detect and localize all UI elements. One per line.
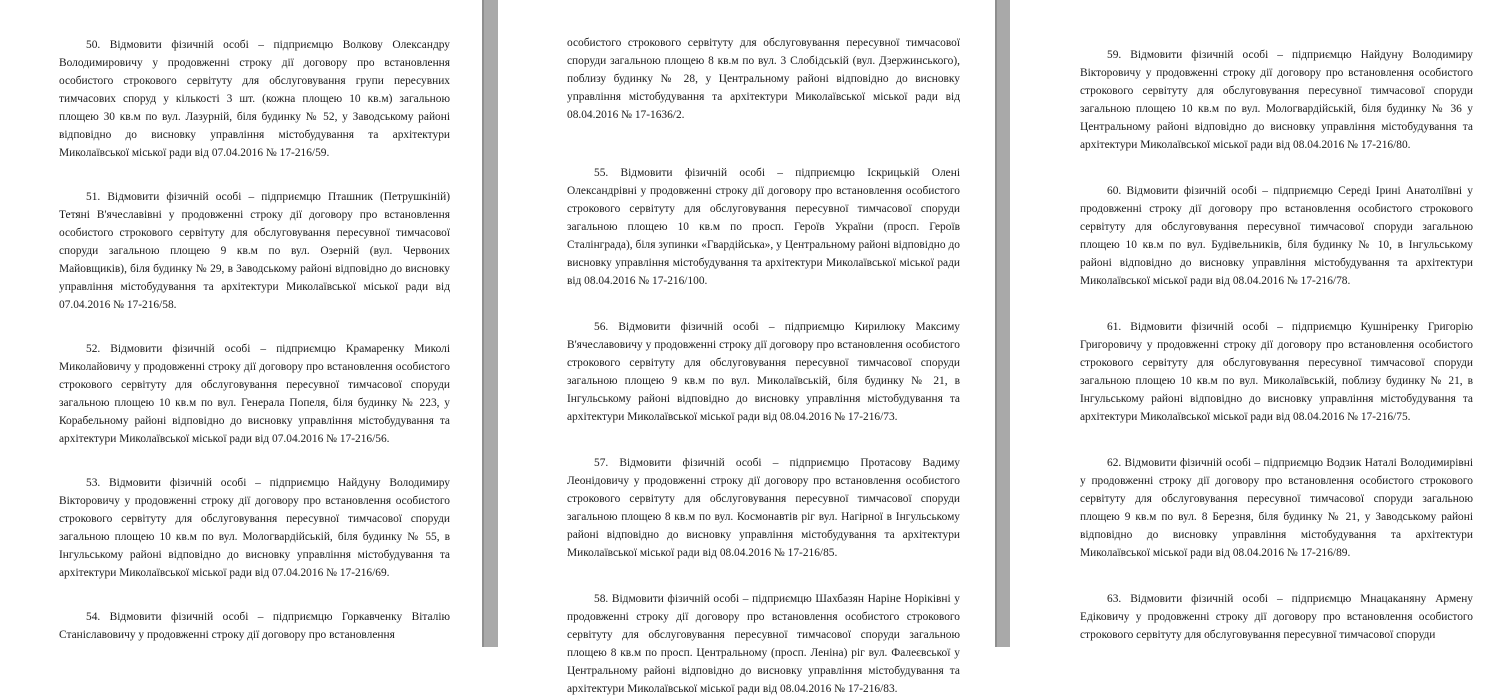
- paragraph-61: 61. Відмовити фізичній особі – підприємцю Кушніренку Григорію Григоровичу у продовженні строку дії договору про встановлення особистого строкового сервітуту для обслуговування пересувної тимчасової споруди загальною площею 10 кв.м по вул. Миколаївській, поблизу будинку № 21, в Інгульському районі відповідно до висновку управління містобудування та архітектури Миколаївської міської ради від 08.04.2016 № 17-216/75.: [1080, 321, 1473, 423]
- document-page-3: [1010, 0, 1500, 647]
- paragraph-56: 56. Відмовити фізичній особі – підприємцю Кирилюку Максиму В'ячеславовичу у продовженні строку дії договору про встановлення особистого строкового сервітуту для обслуговування пересувної тимчасової споруди загальною площею 9 кв.м по вул. Миколаївській, біля будинку № 21, в Інгульському районі відповідно до висновку управління містобудування та архітектури Миколаївської міської ради від 08.04.2016 № 17-216/73.: [567, 321, 960, 423]
- page-gap: [482, 0, 498, 647]
- paragraph-52: 52. Відмовити фізичній особі – підприємцю Крамаренку Миколі Миколайовичу у продовженні строку дії договору про встановлення особистого строкового сервітуту для обслуговування пересувної тимчасової споруди загальною площею 10 кв.м по вул. Генерала Попеля, біля будинку № 223, у Корабельному районі відповідно до висновку управління містобудування та архітектури Миколаївської міської ради від 07.04.2016 № 17-216/56.: [59, 343, 450, 445]
- paragraph-60: 60. Відмовити фізичній особі – підприємцю Середі Ірині Анатоліївні у продовженні строку дії договору про встановлення особистого строкового сервітуту для обслуговування пересувної тимчасової споруди загальною площею 10 кв.м по вул. Будівельників, біля будинку № 10, в Інгульському районі відповідно до висновку управління містобудування та архітектури Миколаївської міської ради від 08.04.2016 № 17-216/78.: [1080, 185, 1473, 287]
- paragraph-58: 58. Відмовити фізичній особі – підприємцю Шахбазян Наріне Норіківні у продовженні строку дії договору про встановлення особистого строкового сервітуту для обслуговування пересувної тимчасової споруди загальною площею 8 кв.м по просп. Центральному (просп. Леніна) ріг вул. Фалеєвської у Центральному районі відповідно до висновку управління містобудування та архітектури Миколаївської міської ради від 08.04.2016 № 17-216/83.: [567, 593, 960, 695]
- paragraph-62: 62. Відмовити фізичній особі – підприємцю Водзик Наталі Володимирівні у продовженні строку дії договору про встановлення особистого строкового сервітуту для обслуговування пересувної тимчасової споруди загальною площею 9 кв.м по вул. 8 Березня, біля будинку № 21, у Заводському районі відповідно до висновку управління містобудування та архітектури Миколаївської міської ради від 08.04.2016 № 17-216/89.: [1080, 457, 1473, 559]
- paragraph-54-continuation: особистого строкового сервітуту для обслуговування пересувної тимчасової споруди загальною площею 8 кв.м по вул. 3 Слобідській (вул. Дзержинського), поблизу будинку № 28, у Центральному районі відповідно до висновку управління містобудування та архітектури Миколаївської міської ради від 08.04.2016 № 17-1636/2.: [567, 37, 960, 121]
- paragraph-59: 59. Відмовити фізичній особі – підприємцю Найдуну Володимиру Вікторовичу у продовженні строку дії договору про встановлення особистого строкового сервітуту для обслуговування пересувної тимчасової споруди загальною площею 10 кв.м по вул. Мологвардійській, біля будинку № 36 у Центральному районі відповідно до висновку управління містобудування та архітектури Миколаївської міської ради від 08.04.2016 № 17-216/80.: [1080, 49, 1473, 151]
- page-gap: [995, 0, 1010, 647]
- paragraph-55: 55. Відмовити фізичній особі – підприємцю Іскрицькій Олені Олександрівні у продовженні строку дії договору про встановлення особистого строкового сервітуту для обслуговування пересувної тимчасової споруди загальною площею 10 кв.м по просп. Героїв України (просп. Героїв Сталінграда), біля зупинки «Гвардійська», у Центральному районі відповідно до висновку управління містобудування та архітектури Миколаївської міської ради від 08.04.2016 № 17-216/100.: [567, 167, 960, 287]
- paragraph-57: 57. Відмовити фізичній особі – підприємцю Протасову Вадиму Леонідовичу у продовженні строку дії договору про встановлення особистого строкового сервітуту для обслуговування пересувної тимчасової споруди загальною площею 8 кв.м по вул. Космонавтів ріг вул. Нагірної в Інгульському районі відповідно до висновку управління містобудування та архітектури Миколаївської міської ради від 08.04.2016 № 17-216/85.: [567, 457, 960, 559]
- paragraph-50: 50. Відмовити фізичній особі – підприємцю Волкову Олександру Володимировичу у продовженні строку дії договору про встановлення особистого строкового сервітуту для обслуговування групи пересувних тимчасових споруд у кількості 3 шт. (кожна площею 10 кв.м) загальною площею 30 кв.м по вул. Лазурній, біля будинку № 52, у Заводському районі відповідно до висновку управління містобудування та архітектури Миколаївської міської ради від 07.04.2016 № 17-216/59.: [59, 39, 450, 159]
- paragraph-54: 54. Відмовити фізичній особі – підприємцю Горкавченку Віталію Станіславовичу у продовженні строку дії договору про встановлення: [59, 611, 450, 641]
- document-page-1: [0, 0, 482, 647]
- paragraph-63: 63. Відмовити фізичній особі – підприємцю Мнацаканяну Армену Едіковичу у продовженні строку дії договору про встановлення особистого строкового сервітуту для обслуговування пересувної тимчасової споруди: [1080, 593, 1473, 641]
- document-page-2: [498, 0, 995, 695]
- paragraph-53: 53. Відмовити фізичній особі – підприємцю Найдуну Володимиру Вікторовичу у продовженні строку дії договору про встановлення особистого строкового сервітуту для обслуговування пересувної тимчасової споруди загальною площею 10 кв.м по вул. Мологвардійській, біля будинку № 55, в Інгульському районі відповідно до висновку управління містобудування та архітектури Миколаївської міської ради від 07.04.2016 № 17-216/69.: [59, 477, 450, 579]
- paragraph-51: 51. Відмовити фізичній особі – підприємцю Пташник (Петрушкіній) Тетяні В'ячеславівні у продовженні строку дії договору про встановлення особистого строкового сервітуту для обслуговування пересувної тимчасової споруди загальною площею 9 кв.м по вул. Озерній (вул. Червоних Майовщиків), біля будинку № 29, в Заводському районі відповідно до висновку управління містобудування та архітектури Миколаївської міської ради від 07.04.2016 № 17-216/58.: [59, 191, 450, 311]
